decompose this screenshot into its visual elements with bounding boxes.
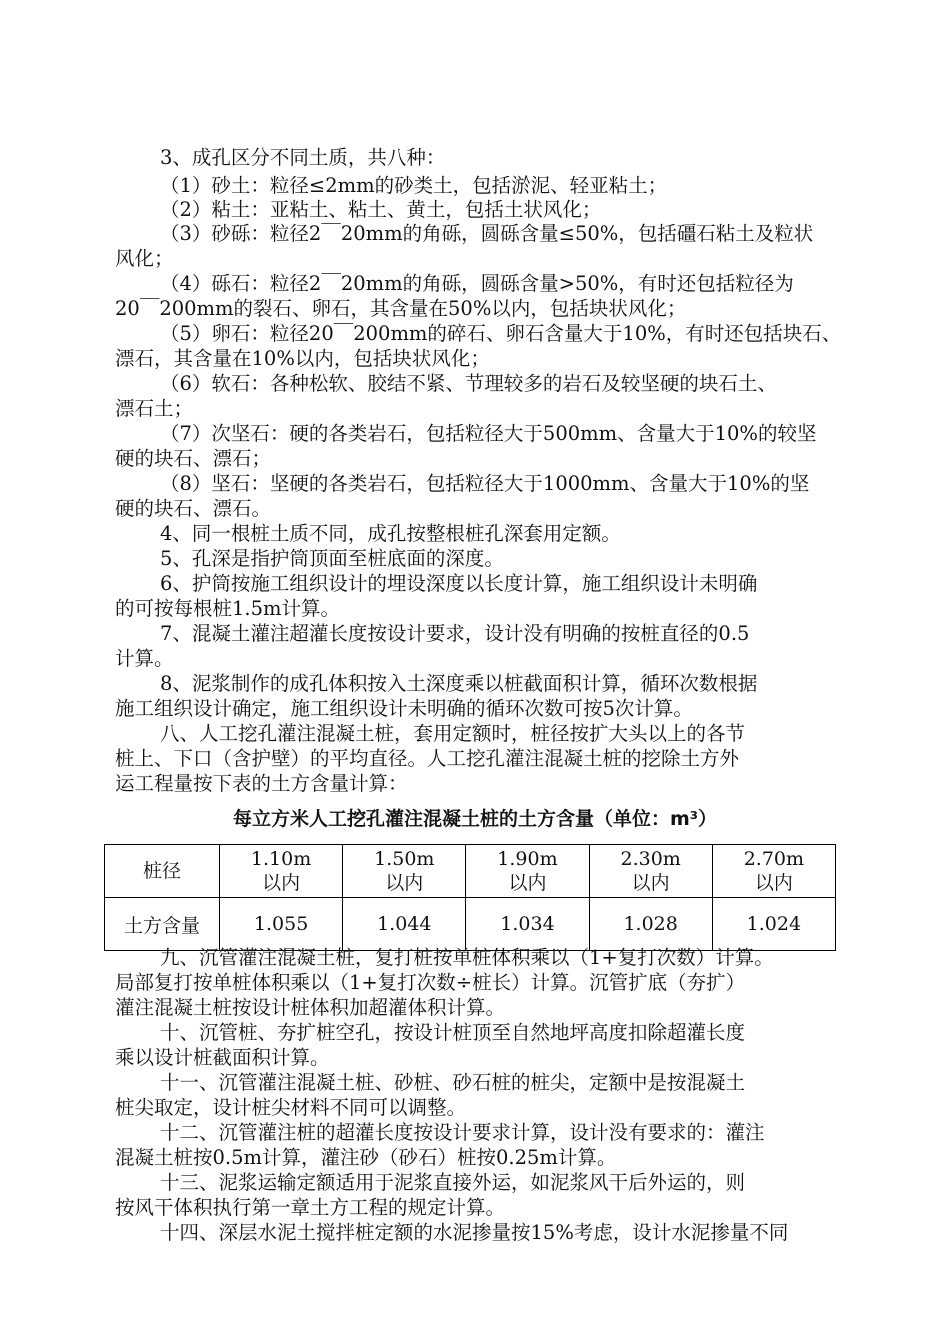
table-title: 每立方米人工挖孔灌注混凝土桩的土方含量（单位：m³）	[232, 808, 718, 830]
text-line: 十三、泥浆运输定额适用于泥浆直接外运，如泥浆风干后外运的，则	[160, 1171, 746, 1194]
diameter-cell: 1.50m 以内	[343, 845, 466, 898]
text-line: 十二、沉管灌注桩的超灌长度按设计要求计算，设计没有要求的：灌注	[160, 1121, 765, 1144]
value-cell: 1.055	[220, 898, 343, 951]
text-line: 6、护筒按施工组织设计的埋设深度以长度计算，施工组织设计未明确	[160, 572, 758, 595]
text-line: 漂石，其含量在10%以内，包括块状风化；	[115, 347, 490, 370]
table-header-row	[105, 845, 836, 898]
text-line: 灌注混凝土桩按设计桩体积加超灌体积计算。	[115, 996, 506, 1019]
value-cell: 1.028	[589, 898, 712, 951]
text-line: 十、沉管桩、夯扩桩空孔，按设计桩顶至自然地坪高度扣除超灌长度	[160, 1021, 746, 1044]
text-line: （7）次坚石：硬的各类岩石，包括粒径大于500mm、含量大于10%的较坚	[160, 422, 817, 445]
header-label-cell: 桩径	[105, 845, 220, 898]
diameter-cell: 2.30m 以内	[589, 845, 712, 898]
text-line: 漂石土；	[115, 397, 194, 420]
text-line: 计算。	[115, 647, 174, 670]
text-line: 运工程量按下表的土方含量计算：	[115, 772, 408, 795]
text-line: （4）砾石：粒径2￣20mm的角砾，圆砾含量>50%，有时还包括粒径为	[160, 272, 794, 295]
text-line: 风化；	[115, 247, 174, 270]
text-line: 局部复打按单桩体积乘以（1+复打次数÷桩长）计算。沉管扩底（夯扩）	[115, 971, 746, 994]
text-line: 施工组织设计确定，施工组织设计未明确的循环次数可按5次计算。	[115, 697, 693, 720]
text-line: 3、成孔区分不同土质，共八种：	[160, 146, 446, 169]
text-line: 九、沉管灌注混凝土桩，复打桩按单桩体积乘以（1+复打次数）计算。	[160, 946, 774, 969]
text-line: 桩尖取定，设计桩尖材料不同可以调整。	[115, 1096, 467, 1119]
diameter-cell: 1.90m 以内	[466, 845, 589, 898]
diameter-cell: 1.10m 以内	[220, 845, 343, 898]
text-line: 硬的块石、漂石。	[115, 497, 272, 520]
text-line: 混凝土桩按0.5m计算，灌注砂（砂石）桩按0.25m计算。	[115, 1146, 617, 1169]
text-line: （1）砂土：粒径≤2mm的砂类土，包括淤泥、轻亚粘土；	[160, 174, 668, 197]
value-cell: 1.024	[712, 898, 835, 951]
text-line: 20￣200mm的裂石、卵石，其含量在50%以内，包括块状风化；	[115, 297, 687, 320]
text-line: 的可按每根桩1.5m计算。	[115, 597, 341, 620]
text-line: 十四、深层水泥土搅拌桩定额的水泥掺量按15%考虑，设计水泥掺量不同	[160, 1221, 789, 1244]
text-line: 十一、沉管灌注混凝土桩、砂桩、砂石桩的桩尖，定额中是按混凝土	[160, 1071, 746, 1094]
value-cell: 1.044	[343, 898, 466, 951]
text-line: 桩上、下口（含护壁）的平均直径。人工挖孔灌注混凝土桩的挖除土方外	[115, 747, 740, 770]
text-line: 八、人工挖孔灌注混凝土桩，套用定额时，桩径按扩大头以上的各节	[160, 722, 746, 745]
soil-content-table	[104, 844, 836, 951]
text-line: （2）粘土：亚粘土、粘土、黄土，包括土状风化；	[160, 198, 602, 221]
text-line: 乘以设计桩截面积计算。	[115, 1046, 330, 1069]
text-line: 按风干体积执行第一章土方工程的规定计算。	[115, 1196, 506, 1219]
text-line: 硬的块石、漂石；	[115, 447, 272, 470]
text-line: 7、混凝土灌注超灌长度按设计要求，设计没有明确的按桩直径的0.5	[160, 622, 750, 645]
text-line: （6）软石：各种松软、胶结不紧、节理较多的岩石及较坚硬的块石土、	[160, 372, 777, 395]
row-label-cell: 土方含量	[105, 898, 220, 951]
text-line: 8、泥浆制作的成孔体积按入土深度乘以桩截面积计算，循环次数根据	[160, 672, 758, 695]
text-line: 4、同一根桩土质不同，成孔按整根桩孔深套用定额。	[160, 522, 621, 545]
value-cell: 1.034	[466, 898, 589, 951]
text-line: （5）卵石：粒径20￣200mm的碎石、卵石含量大于10%，有时还包括块石、	[160, 322, 842, 345]
text-line: （3）砂砾：粒径2￣20mm的角砾，圆砾含量≤50%，包括礓石粘土及粒状	[160, 222, 814, 245]
text-line: （8）坚石：坚硬的各类岩石，包括粒径大于1000mm、含量大于10%的坚	[160, 472, 810, 495]
text-line: 5、孔深是指护筒顶面至桩底面的深度。	[160, 547, 504, 570]
diameter-cell: 2.70m 以内	[712, 845, 835, 898]
table-row	[105, 898, 836, 951]
